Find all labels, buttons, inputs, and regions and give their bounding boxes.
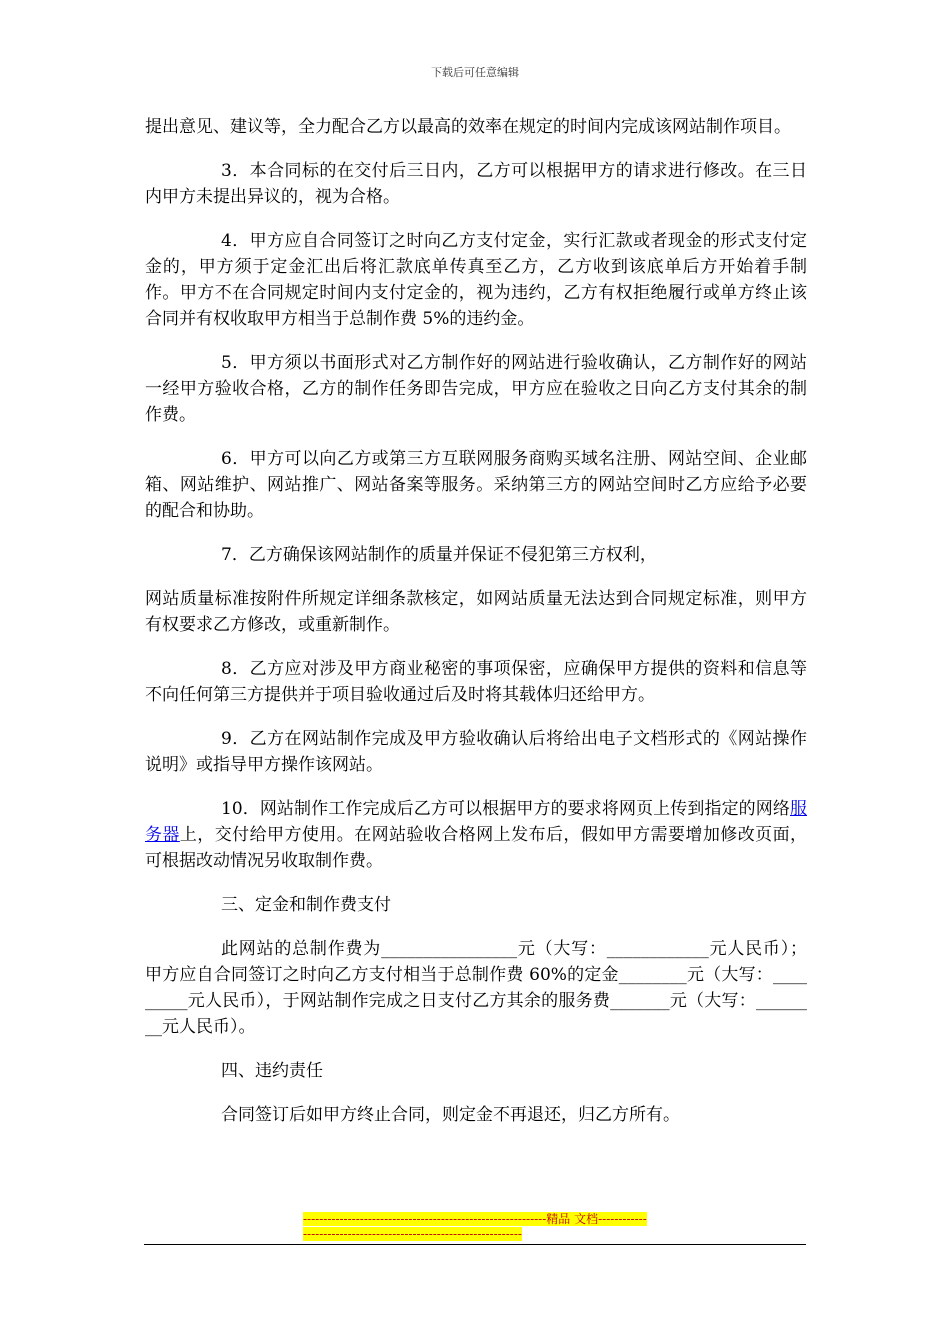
server-link[interactable]: 服务器 bbox=[145, 799, 807, 845]
clause-10-text-after: 上，交付给甲方使用。在网站验收合格网上发布后，假如甲方需要增加修改页面，可根据改动情况另收取制作费。 bbox=[145, 825, 808, 871]
breach-terms: 合同签订后如甲方终止合同，则定金不再退还，归乙方所有。 bbox=[221, 1105, 680, 1125]
clause-9: 9．乙方在网站制作完成及甲方验收确认后将给出电子文档形式的《网站操作说明》或指导甲方操作该网站。 bbox=[145, 729, 807, 775]
clause-4: 4．甲方应自合同签订之时向乙方支付定金，实行汇款或者现金的形式支付定金的，甲方须于定金汇出后将汇款底单传真至乙方，乙方收到该底单后方开始着手制作。甲方不在合同规定时间内支付定金的，视为违约，乙方有权拒绝履行或单方终止该合同并有权收取甲方相当于总制作费 5%的违约金。 bbox=[145, 231, 807, 329]
clause-5: 5．甲方须以书面形式对乙方制作好的网站进行验收确认，乙方制作好的网站一经甲方验收合格，乙方的制作任务即告完成，甲方应在验收之日向乙方支付其余的制作费。 bbox=[145, 353, 807, 425]
clause-10-text-before: 10．网站制作工作完成后乙方可以根据甲方的要求将网页上传到指定的网络 bbox=[221, 799, 790, 819]
clause-10 bbox=[145, 796, 807, 874]
page-header: 下载后可任意编辑 bbox=[431, 66, 519, 79]
clause-7-detail: 网站质量标准按附件所规定详细条款核定，如网站质量无法达到合同规定标准，则甲方有权要求乙方修改，或重新制作。 bbox=[145, 589, 807, 635]
paragraph-continuation: 提出意见、建议等，全力配合乙方以最高的效率在规定的时间内完成该网站制作项目。 bbox=[145, 117, 791, 137]
section-3-heading: 三、定金和制作费支付 bbox=[221, 895, 391, 915]
clause-3: 3．本合同标的在交付后三日内，乙方可以根据甲方的请求进行修改。在三日内甲方未提出异议的，视为合格。 bbox=[145, 161, 807, 207]
footer-rule bbox=[144, 1244, 806, 1245]
section-4-heading: 四、违约责任 bbox=[221, 1061, 323, 1081]
document-body bbox=[145, 114, 807, 1146]
footer-watermark bbox=[303, 1212, 649, 1242]
payment-terms: 此网站的总制作费为________________元（大写：____________元人民币）；甲方应自合同签订之时向乙方支付相当于总制作费 60%的定金________元（大写：_________元人民币），于网站制作完成之日支付乙方其余的服务费_______元（大写：________元人民币）。 bbox=[145, 939, 807, 1037]
footer-highlight-text: ------------------------------------------------------------精品 文档------------------------------------------------------------------ bbox=[303, 1212, 647, 1241]
clause-7: 7．乙方确保该网站制作的质量并保证不侵犯第三方权利， bbox=[221, 545, 657, 565]
clause-8: 8．乙方应对涉及甲方商业秘密的事项保密，应确保甲方提供的资料和信息等不向任何第三方提供并于项目验收通过后及时将其载体归还给甲方。 bbox=[145, 659, 807, 705]
clause-6: 6．甲方可以向乙方或第三方互联网服务商购买域名注册、网站空间、企业邮箱、网站维护、网站推广、网站备案等服务。采纳第三方的网站空间时乙方应给予必要的配合和协助。 bbox=[145, 449, 807, 521]
